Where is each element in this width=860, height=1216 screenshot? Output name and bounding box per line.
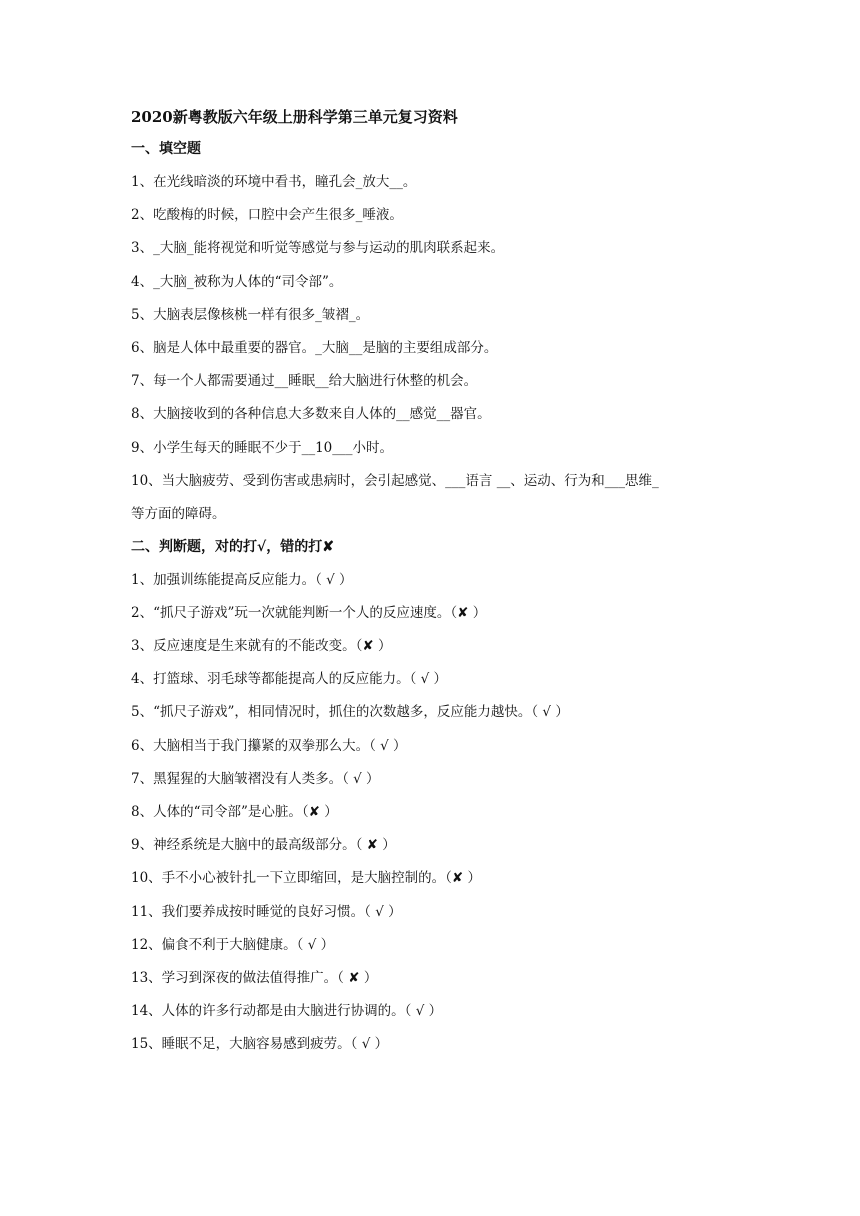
fill-in-question-8: 8、大脑接收到的各种信息大多数来自人体的__感觉__器官。: [131, 406, 491, 423]
true-false-question-10: 10、手不小心被针扎一下立即缩回，是大脑控制的。（✘ ）: [131, 870, 482, 887]
fill-in-question-9: 9、小学生每天的睡眠不少于__10___小时。: [131, 439, 394, 456]
true-false-question-4: 4、打篮球、羽毛球等都能提高人的反应能力。（ √ ）: [131, 671, 448, 688]
fill-in-question-7: 7、每一个人都需要通过__睡眠__给大脑进行休整的机会。: [131, 373, 478, 390]
true-false-question-3: 3、反应速度是生来就有的不能改变。（✘ ）: [131, 638, 392, 655]
section-heading-true-false: 二、判断题，对的打√，错的打✘: [131, 538, 334, 555]
section-heading-fill-in: 一、填空题: [131, 141, 201, 157]
document-body: [131, 107, 741, 1068]
true-false-question-2: 2、“抓尺子游戏”玩一次就能判断一个人的反应速度。（✘ ）: [131, 604, 487, 621]
true-false-question-11: 11、我们要养成按时睡觉的良好习惯。（ √ ）: [131, 903, 402, 920]
true-false-question-12: 12、偏食不利于大脑健康。（ √ ）: [131, 936, 335, 953]
fill-in-question-5: 5、大脑表层像核桃一样有很多_皱褶_。: [131, 306, 370, 323]
fill-in-question-list: [131, 172, 741, 524]
fill-in-question-3: 3、_大脑_能将视觉和听觉等感觉与参与运动的肌肉联系起来。: [131, 240, 505, 257]
fill-in-question-10-line-1: 10、当大脑疲劳、受到伤害或患病时，会引起感觉、___语言 __、运动、行为和___思维_: [131, 472, 659, 489]
true-false-question-8: 8、人体的“司令部”是心脏。（✘ ）: [131, 804, 338, 820]
true-false-question-list: [131, 570, 741, 1055]
fill-in-question-2: 2、吃酸梅的时候，口腔中会产生很多_唾液。: [131, 207, 403, 224]
fill-in-question-1: 1、在光线暗淡的环境中看书，瞳孔会_放大__。: [131, 174, 417, 190]
fill-in-question-10: [131, 471, 741, 524]
true-false-question-14: 14、人体的许多行动都是由大脑进行协调的。（ √ ）: [131, 1003, 443, 1020]
true-false-question-6: 6、大脑相当于我门攥紧的双拳那么大。（ √ ）: [131, 737, 407, 754]
document-title: 2020新粤教版六年级上册科学第三单元复习资料: [131, 108, 458, 126]
true-false-question-13: 13、学习到深夜的做法值得推广。（ ✘ ）: [131, 969, 378, 986]
true-false-question-15: 15、睡眠不足，大脑容易感到疲劳。（ √ ）: [131, 1036, 389, 1053]
fill-in-question-10-line-2: 等方面的障碍。: [131, 505, 226, 522]
fill-in-question-6: 6、脑是人体中最重要的器官。_大脑__是脑的主要组成部分。: [131, 339, 498, 356]
true-false-question-1: 1、加强训练能提高反应能力。（ √ ）: [131, 571, 353, 588]
true-false-question-7: 7、黑猩猩的大脑皱褶没有人类多。（ √ ）: [131, 770, 380, 787]
fill-in-question-4: 4、_大脑_被称为人体的“司令部”。: [131, 273, 343, 290]
true-false-question-5: 5、“抓尺子游戏”，相同情况时，抓住的次数越多，反应能力越快。（ √ ）: [131, 704, 569, 721]
true-false-question-9: 9、神经系统是大脑中的最高级部分。（ ✘ ）: [131, 837, 396, 854]
